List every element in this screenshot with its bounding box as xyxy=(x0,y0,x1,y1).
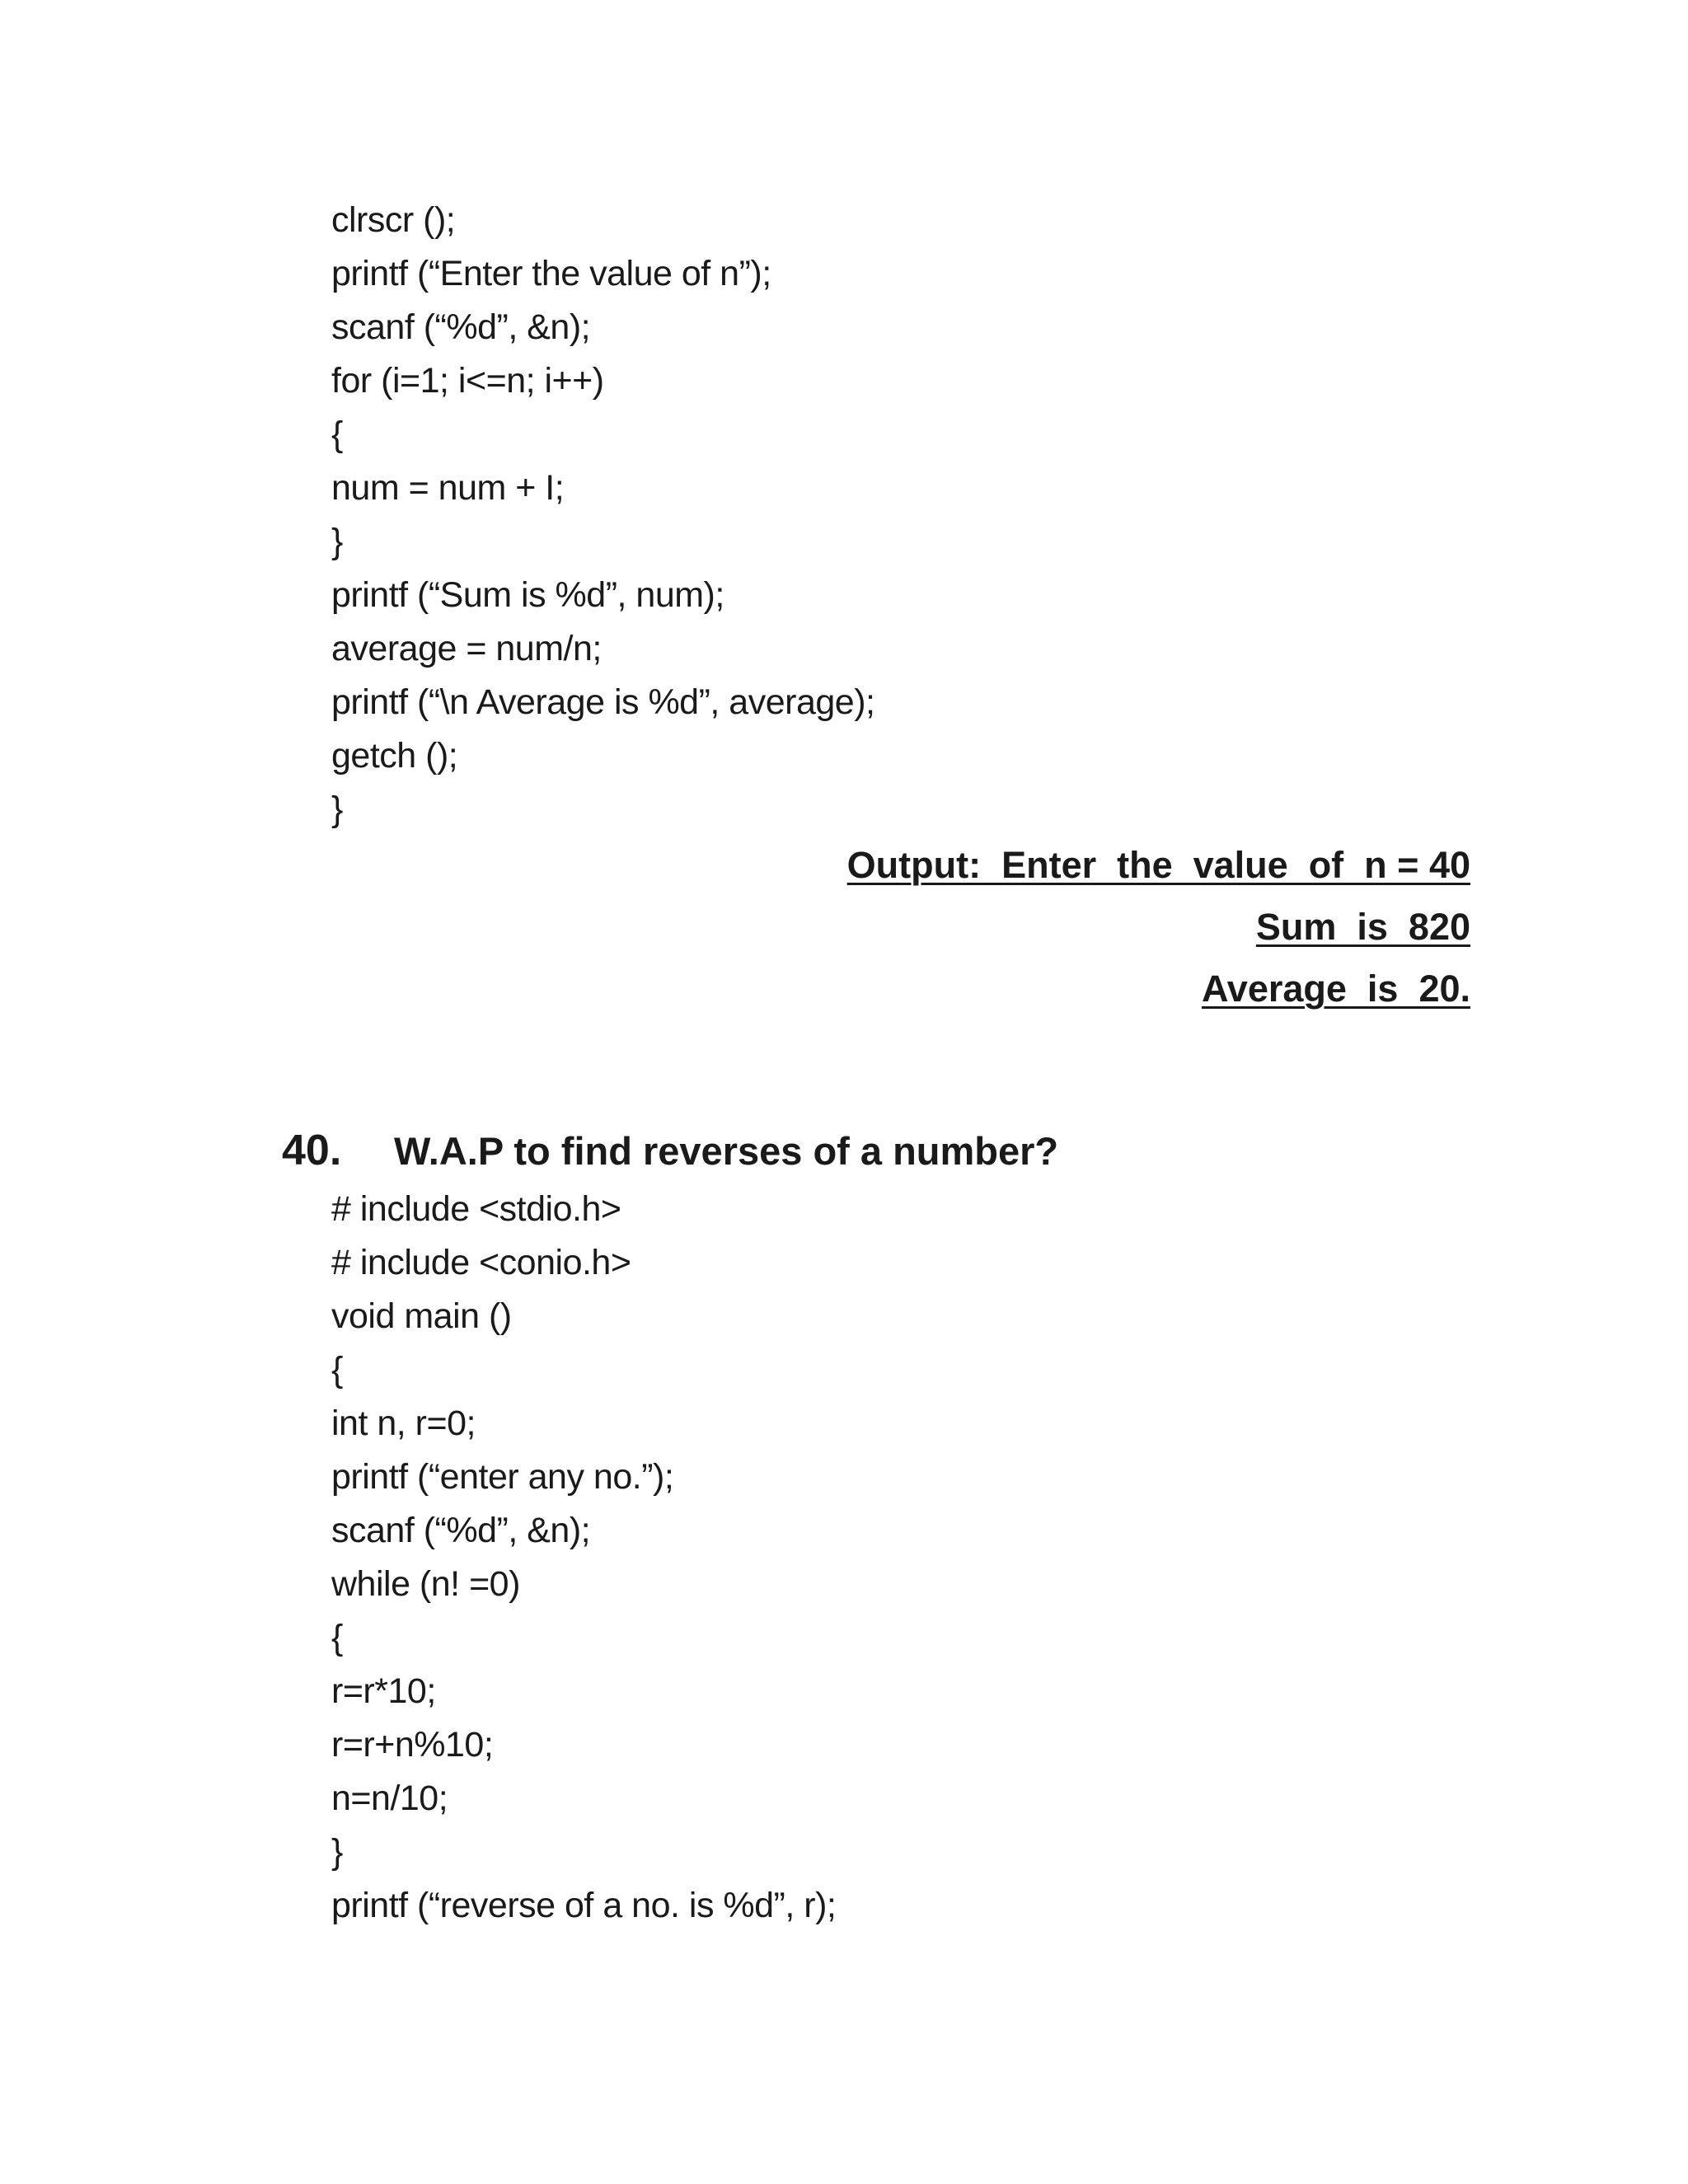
code-line: scanf (“%d”, &n); xyxy=(331,1511,591,1550)
code-line: r=r+n%10; xyxy=(331,1725,494,1765)
output-line: Output: Enter the value of n = 40 xyxy=(846,844,1470,886)
code-line: } xyxy=(331,1832,343,1872)
code-line: printf (“Sum is %d”, num); xyxy=(331,575,724,615)
code-line: { xyxy=(331,1350,343,1390)
question-text: W.A.P to find reverses of a number? xyxy=(394,1129,1059,1173)
output-line: Average is 20. xyxy=(1201,968,1470,1010)
code-line: for (i=1; i<=n; i++) xyxy=(331,361,604,401)
code-line: printf (“enter any no.”); xyxy=(331,1457,674,1497)
program-output xyxy=(847,834,1470,1019)
code-line: void main () xyxy=(331,1296,512,1336)
code-line: num = num + I; xyxy=(331,468,565,508)
code-line: # include <stdio.h> xyxy=(331,1189,621,1229)
code-line: { xyxy=(331,415,343,454)
code-line: r=r*10; xyxy=(331,1671,436,1711)
code-line: printf (“Enter the value of n”); xyxy=(331,254,771,293)
code-line: { xyxy=(331,1618,343,1657)
code-line: while (n! =0) xyxy=(331,1564,520,1604)
output-line: Sum is 820 xyxy=(1255,906,1470,948)
code-line: scanf (“%d”, &n); xyxy=(331,307,591,347)
code-line: getch (); xyxy=(331,736,458,776)
code-listing-bottom xyxy=(331,1183,836,1933)
code-listing-top xyxy=(331,194,874,837)
code-line: } xyxy=(331,522,343,561)
code-line: # include <conio.h> xyxy=(331,1243,631,1282)
code-line: printf (“\n Average is %d”, average); xyxy=(331,682,875,722)
code-line: int n, r=0; xyxy=(331,1404,476,1443)
code-line: clrscr (); xyxy=(331,200,456,240)
code-line: average = num/n; xyxy=(331,629,602,668)
code-line: n=n/10; xyxy=(331,1779,448,1818)
question-number: 40. xyxy=(282,1127,342,1174)
code-line: } xyxy=(331,790,343,829)
question-heading xyxy=(282,1122,1058,1179)
code-line: printf (“reverse of a no. is %d”, r); xyxy=(331,1886,837,1925)
